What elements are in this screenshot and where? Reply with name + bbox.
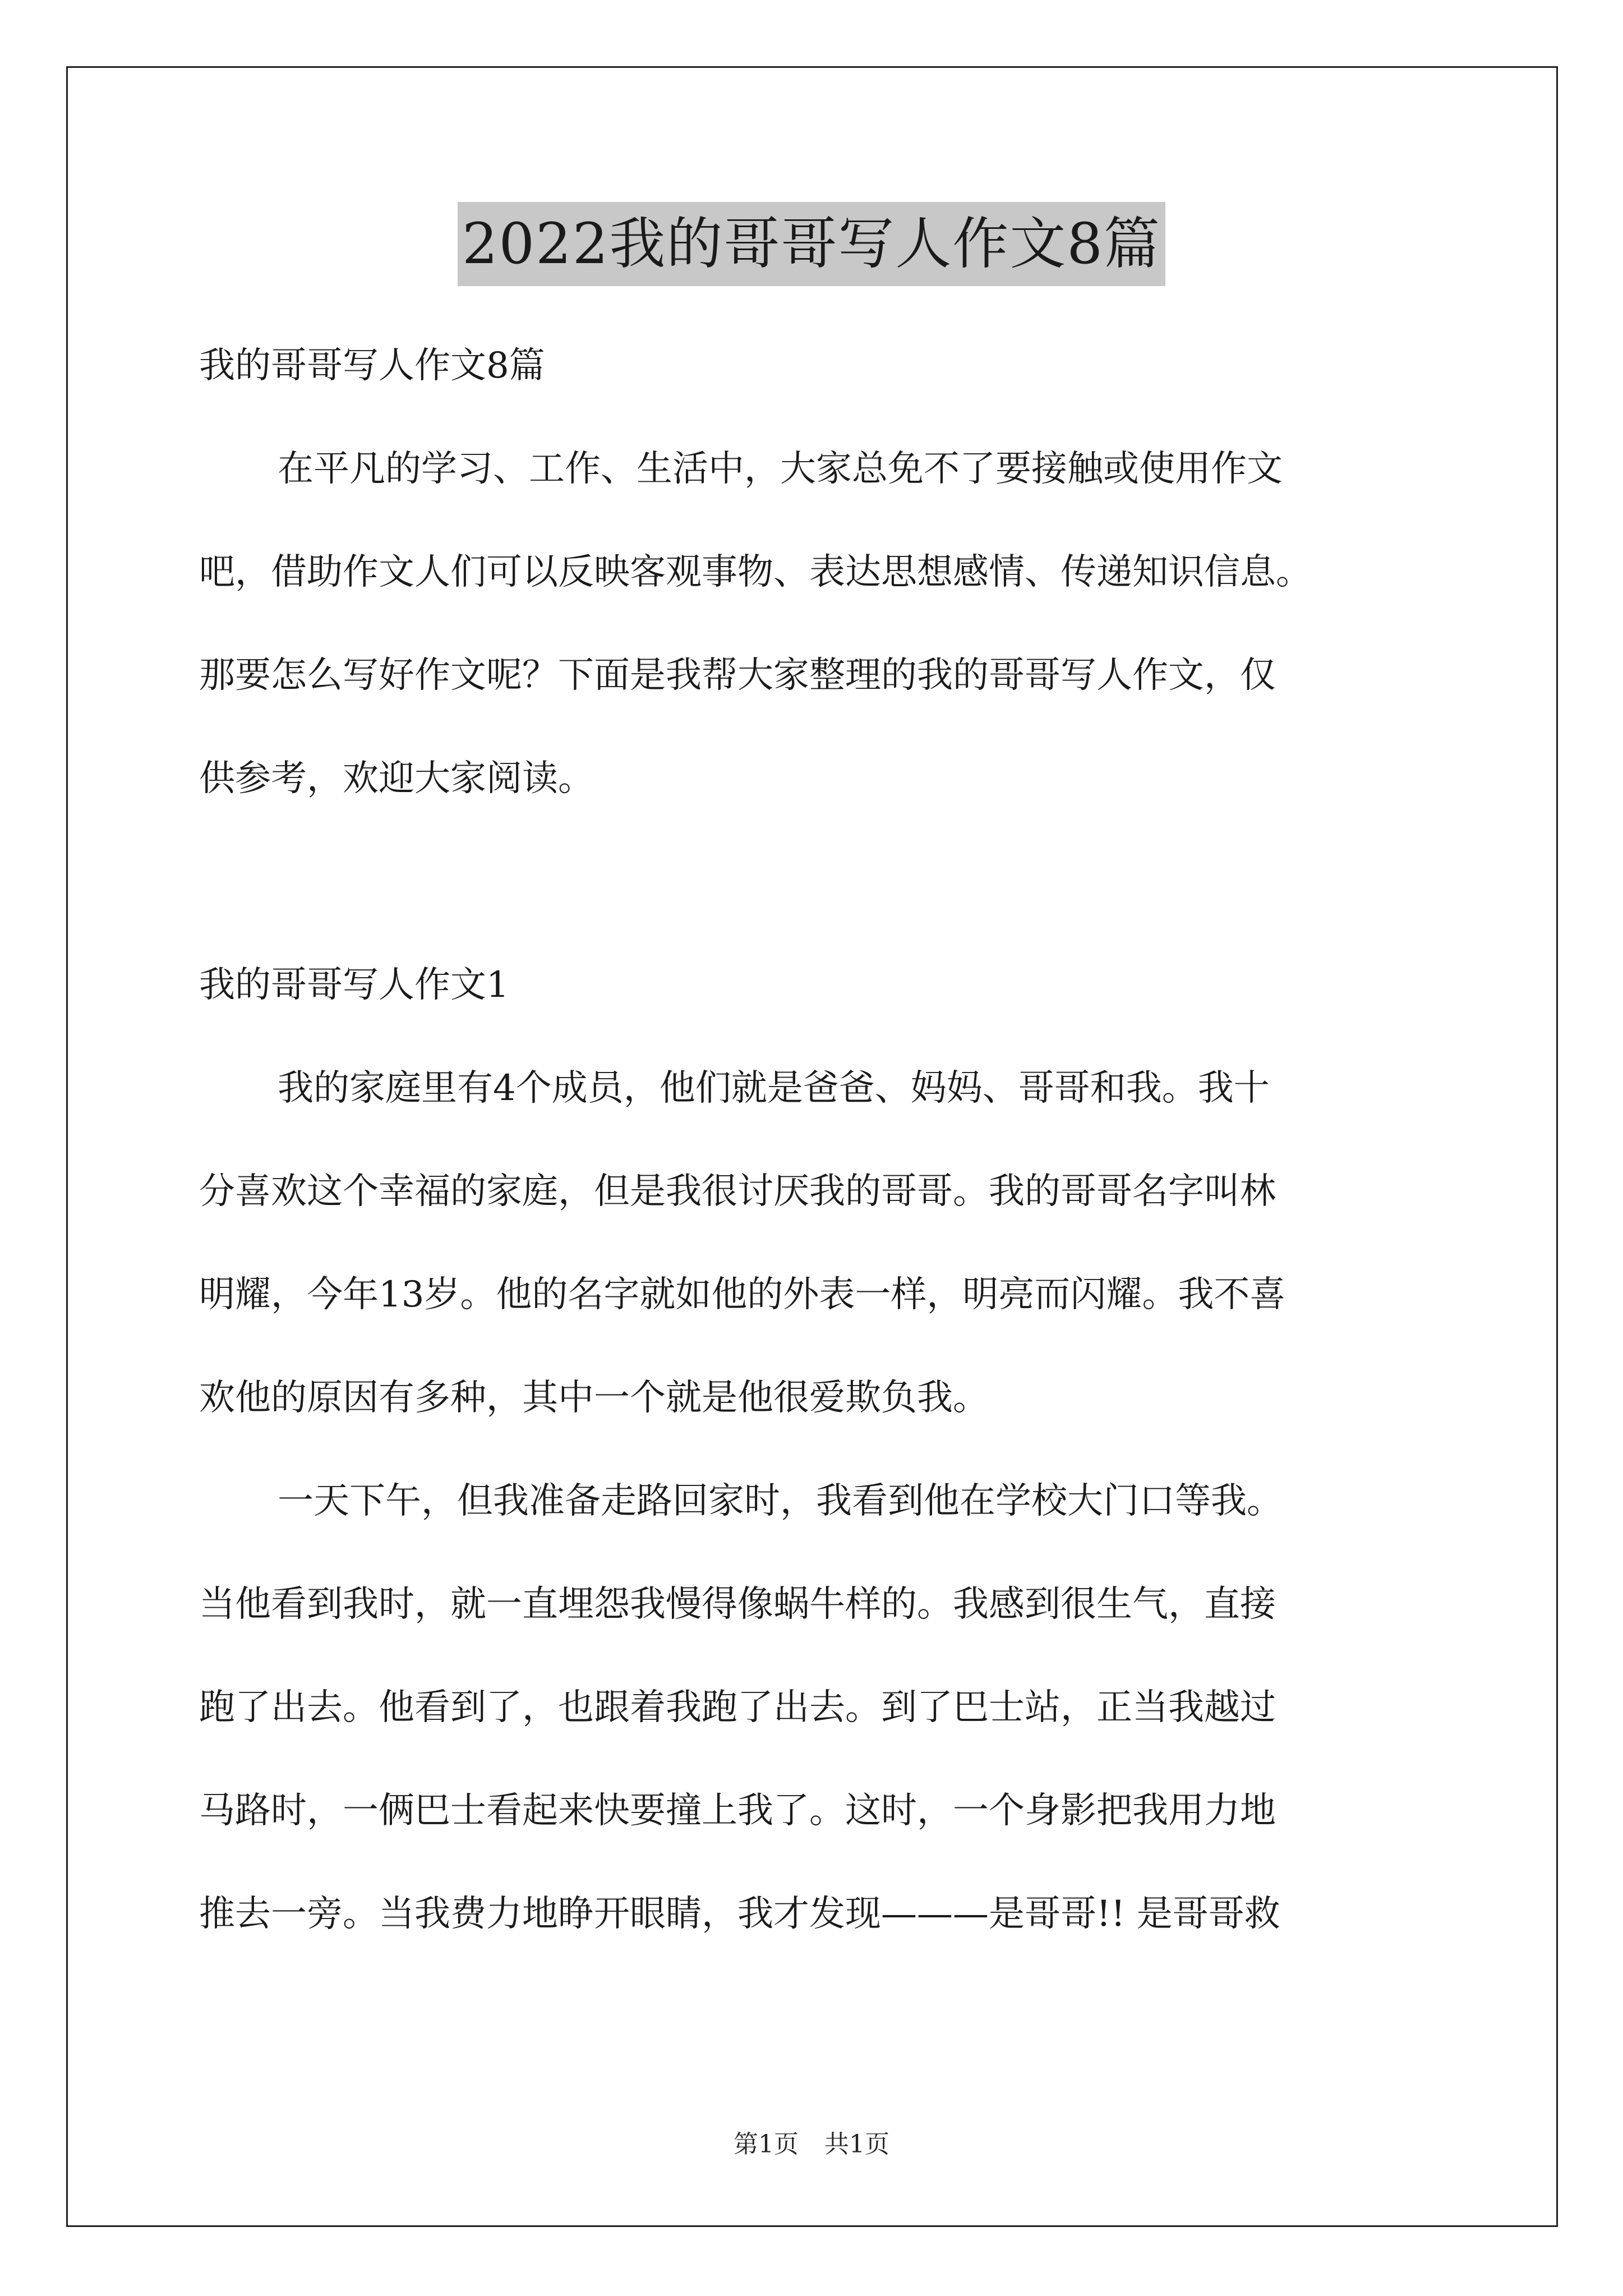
intro-heading: 我的哥哥写人作文8篇	[199, 345, 545, 386]
section1-para2-line: 一天下午，但我准备走路回家时，我看到他在学校大门口等我。	[278, 1480, 1283, 1522]
page-total: 共1页	[824, 2130, 889, 2159]
page-number: 第1页	[734, 2130, 799, 2159]
section1-para1-line: 我的家庭里有4个成员，他们就是爸爸、妈妈、哥哥和我。我十	[278, 1068, 1270, 1109]
intro-line: 在平凡的学习、工作、生活中，大家总免不了要接触或使用作文	[278, 448, 1283, 490]
page-footer	[0, 2124, 1623, 2160]
intro-line: 供参考，欢迎大家阅读。	[199, 758, 594, 799]
intro-line: 那要怎么写好作文呢？下面是我帮大家整理的我的哥哥写人作文，仅	[199, 655, 1276, 696]
title-container	[0, 202, 1623, 286]
section1-heading: 我的哥哥写人作文1	[199, 964, 509, 1006]
section1-para2-line: 当他看到我时，就一直埋怨我慢得像蜗牛样的。我感到很生气，直接	[199, 1584, 1276, 1625]
section1-para1-line: 明耀，今年13岁。他的名字就如他的外表一样，明亮而闪耀。我不喜	[199, 1274, 1286, 1315]
section1-para1-line: 分喜欢这个幸福的家庭，但是我很讨厌我的哥哥。我的哥哥名字叫林	[199, 1171, 1276, 1212]
document-body	[199, 314, 1424, 1966]
section1-para2-line: 推去一旁。当我费力地睁开眼睛，我才发现———是哥哥!! 是哥哥救	[199, 1893, 1280, 1935]
section1-para2-line: 跑了出去。他看到了，也跟着我跑了出去。到了巴士站，正当我越过	[199, 1687, 1276, 1728]
section1-para2-line: 马路时，一俩巴士看起来快要撞上我了。这时，一个身影把我用力地	[199, 1790, 1276, 1832]
document-title: 2022我的哥哥写人作文8篇	[458, 202, 1165, 286]
section-spacer	[199, 830, 1424, 933]
section1-para1-line: 欢他的原因有多种，其中一个就是他很爱欺负我。	[199, 1377, 989, 1419]
intro-line: 吧，借助作文人们可以反映客观事物、表达思想感情、传递知识信息。	[199, 551, 1312, 593]
